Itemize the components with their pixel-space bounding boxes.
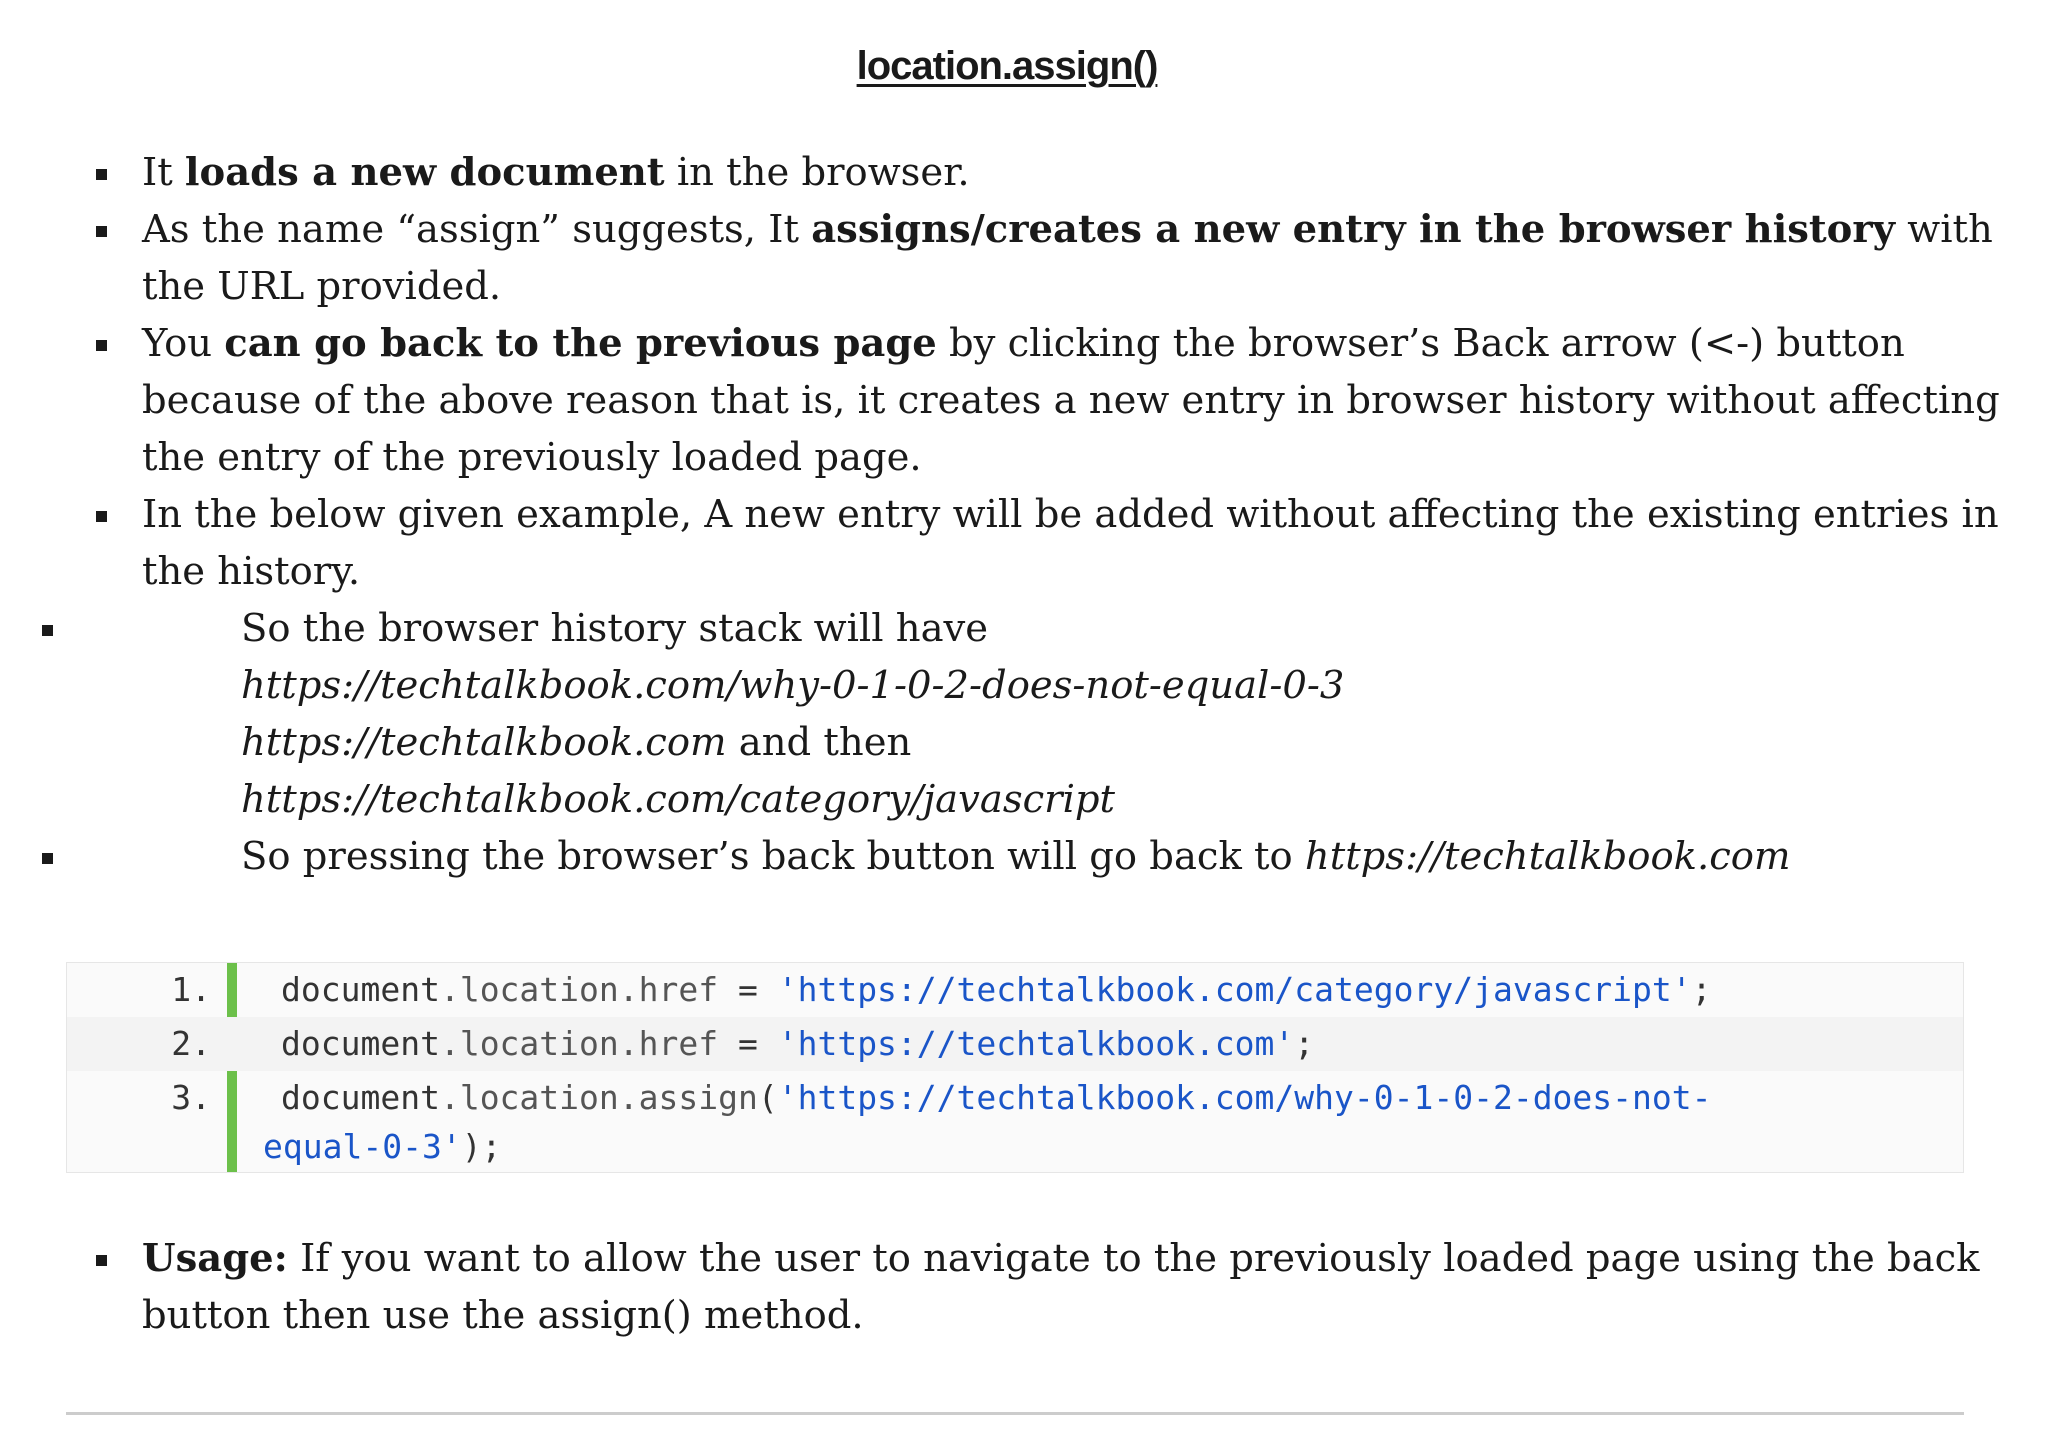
page-title: location.assign() (856, 44, 1158, 88)
line-number: 2. (171, 1024, 211, 1063)
list-item: You can go back to the previous page by clicking the browser’s Back arrow (<-) button because of the above reason that is, it creates a new entry in browser history without affecting the entry of the previously loaded page. (0, 315, 2000, 486)
history-url-link: https://techtalkbook.com/why-0-1-0-2-does-not-equal-0-3 (241, 663, 1345, 708)
list-item: So the browser history stack will have https://techtalkbook.com/why-0-1-0-2-does-not-equal-0-3 https://techtalkbook.com and then https://techtalkbook.com/category/javascript (142, 600, 2000, 828)
line-number: 3. (171, 1078, 211, 1117)
list-item: So pressing the browser’s back button will go back to https://techtalkbook.com (142, 828, 2000, 885)
code-block (66, 962, 1964, 1173)
history-url-link: https://techtalkbook.com/category/javascript (241, 777, 1115, 822)
history-url-link: https://techtalkbook.com (1304, 834, 1791, 879)
list-item: It loads a new document in the browser. (0, 144, 2000, 201)
history-url-link: https://techtalkbook.com (241, 720, 727, 765)
list-item: In the below given example, A new entry will be added without affecting the existing entries in the history. So the browser history stack will have https://techtalkbook.com/why-0-1-0-2-does-not-equal-0-3 https://techtalkbook.com and then https://techtalkbook.com/category/javascript So pressing the browser’s back button will go back to https://techtalkbook.com (0, 486, 2000, 885)
list-item: As the name “assign” suggests, It assigns/creates a new entry in the browser history with the URL provided. (0, 201, 2000, 315)
usage-bullet-list (0, 1230, 2000, 1344)
sub-bullet-list (142, 600, 2000, 885)
code-line: 3. document.location.assign('https://techtalkbook.com/why-0-1-0-2-does-not- equal-0-3'); (67, 1071, 1963, 1174)
list-item: Usage: If you want to allow the user to navigate to the previously loaded page using the back button then use the assign() method. (0, 1230, 2000, 1344)
main-bullet-list (0, 144, 2000, 885)
divider (66, 1412, 1964, 1415)
line-number: 1. (171, 970, 211, 1009)
code-line: 1. document.location.href = 'https://techtalkbook.com/category/javascript'; (67, 963, 1963, 1017)
code-line: 2. document.location.href = 'https://techtalkbook.com'; (67, 1017, 1963, 1071)
